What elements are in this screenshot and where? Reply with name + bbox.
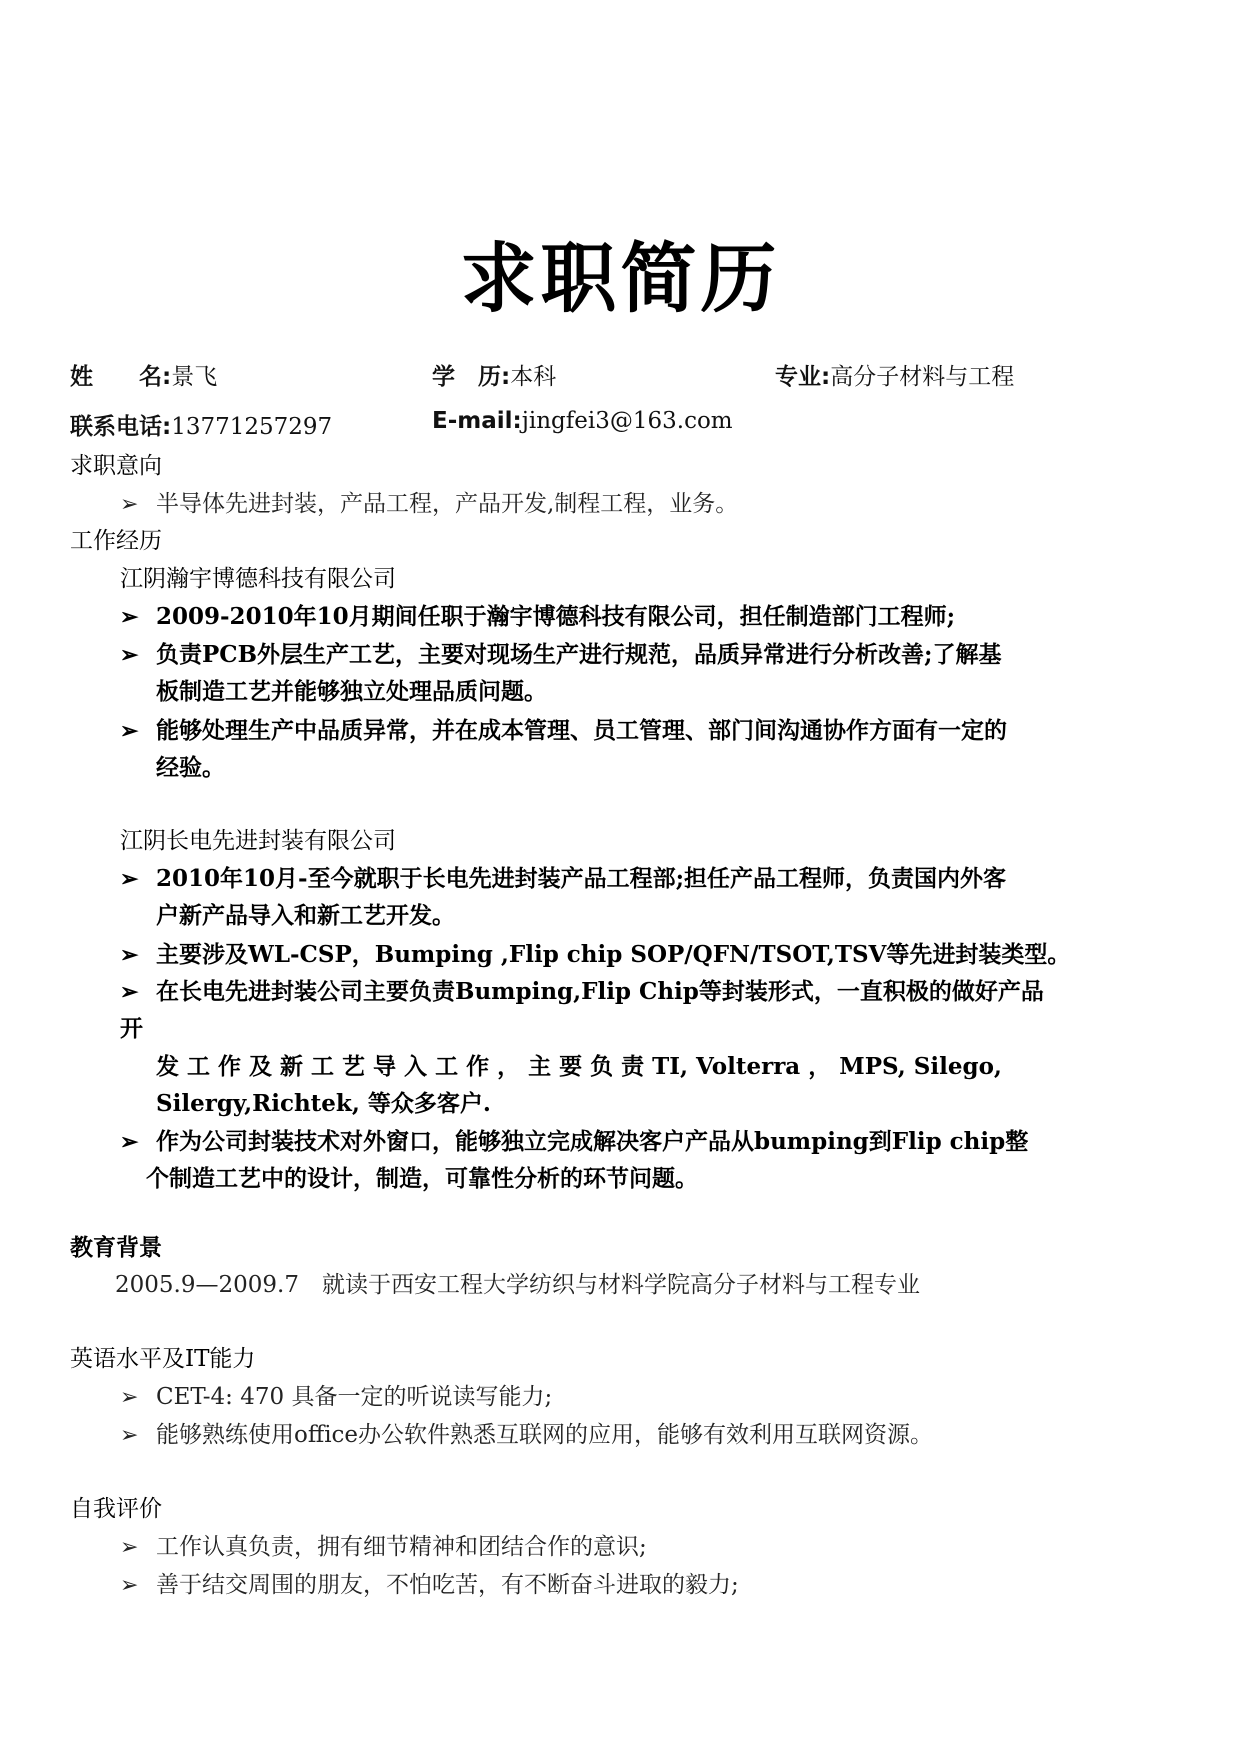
work-bullet-continuation: 开 bbox=[120, 1015, 143, 1042]
arrow-bullet-icon: ➢ bbox=[120, 642, 139, 668]
email-value: jingfei3@163.com bbox=[521, 408, 733, 434]
work-bullet: ➢ 在长电先进封装公司主要负责Bumping,Flip Chip等封装形式，一直积极的做好产品 bbox=[120, 978, 1044, 1005]
work-bullet-continuation: 户新产品导入和新工艺开发。 bbox=[156, 902, 455, 929]
arrow-bullet-icon: ➢ bbox=[120, 1385, 139, 1410]
major-field bbox=[775, 358, 1014, 391]
work-bullet: ➢ 负责PCB外层生产工艺，主要对现场生产进行规范，品质异常进行分析改善;了解基 bbox=[120, 641, 1002, 668]
self-item: ➢ 工作认真负责，拥有细节精神和团结合作的意识; bbox=[120, 1534, 647, 1560]
work-bullet: ➢ 作为公司封装技术对外窗口，能够独立完成解决客户产品从bumping到Flip chip整 bbox=[120, 1128, 1029, 1155]
self-item: ➢ 善于结交周围的朋友，不怕吃苦，有不断奋斗进取的毅力; bbox=[120, 1572, 739, 1598]
major-label: 专业: bbox=[775, 364, 831, 390]
skills-item: ➢ 能够熟练使用office办公软件熟悉互联网的应用，能够有效利用互联网资源。 bbox=[120, 1422, 934, 1448]
skills-item: ➢ CET-4: 470 具备一定的听说读写能力; bbox=[120, 1384, 553, 1410]
work-bullet: ➢ 能够处理生产中品质异常，并在成本管理、员工管理、部门间沟通协作方面有一定的 bbox=[120, 717, 1007, 744]
arrow-bullet-icon: ➢ bbox=[120, 1129, 139, 1155]
arrow-bullet-icon: ➢ bbox=[120, 979, 139, 1005]
work-bullet-continuation: Silergy,Richtek, 等众多客户. bbox=[156, 1090, 491, 1117]
work-bullet-continuation: 经验。 bbox=[156, 754, 225, 781]
education-value: 本科 bbox=[510, 364, 557, 390]
education-heading: 教育背景 bbox=[70, 1234, 162, 1261]
work-heading: 工作经历 bbox=[70, 528, 162, 554]
self-heading: 自我评价 bbox=[70, 1496, 162, 1522]
arrow-bullet-icon: ➢ bbox=[120, 942, 139, 968]
work-bullet: ➢ 主要涉及WL-CSP，Bumping ,Flip chip SOP/QFN/TSOT,TSV等先进封装类型。 bbox=[120, 941, 1071, 968]
education-field bbox=[432, 358, 556, 391]
intent-heading: 求职意向 bbox=[70, 453, 162, 479]
arrow-bullet-icon: ➢ bbox=[120, 866, 139, 892]
arrow-bullet-icon: ➢ bbox=[120, 1423, 139, 1448]
work-bullet: ➢ 2009-2010年10月期间任职于瀚宇博德科技有限公司，担任制造部门工程师; bbox=[120, 603, 956, 630]
arrow-bullet-icon: ➢ bbox=[120, 718, 139, 744]
education-line: 2005.9—2009.7 就读于西安工程大学纺织与材料学院高分子材料与工程专业 bbox=[115, 1272, 920, 1298]
email-field bbox=[432, 408, 733, 434]
work-bullet: ➢ 2010年10月-至今就职于长电先进封装产品工程部;担任产品工程师，负责国内外客 bbox=[120, 865, 1007, 892]
work-bullet-continuation: 发 工 作 及 新 工 艺 导 入 工 作 ， 主 要 负 责 TI, Volterra ， MPS, Silego, bbox=[156, 1053, 1002, 1080]
arrow-bullet-icon: ➢ bbox=[120, 492, 139, 517]
work-bullet-continuation: 个制造工艺中的设计，制造，可靠性分析的环节问题。 bbox=[146, 1165, 698, 1192]
intent-item: ➢ 半导体先进封装，产品工程，产品开发,制程工程，业务。 bbox=[120, 491, 739, 517]
name-label: 姓 名: bbox=[70, 364, 172, 390]
arrow-bullet-icon: ➢ bbox=[120, 604, 139, 630]
arrow-bullet-icon: ➢ bbox=[120, 1535, 139, 1560]
email-label: E-mail: bbox=[432, 408, 522, 434]
phone-field bbox=[70, 408, 332, 441]
name-value: 景飞 bbox=[171, 364, 218, 390]
work-bullet-continuation: 板制造工艺并能够独立处理品质问题。 bbox=[156, 678, 547, 705]
major-value: 高分子材料与工程 bbox=[830, 364, 1015, 390]
page-title: 求职简历 bbox=[460, 234, 781, 323]
phone-value: 13771257297 bbox=[171, 414, 333, 440]
company-name: 江阴长电先进封装有限公司 bbox=[120, 828, 396, 854]
arrow-bullet-icon: ➢ bbox=[120, 1573, 139, 1598]
skills-heading: 英语水平及IT能力 bbox=[70, 1346, 256, 1372]
company-name: 江阴瀚宇博德科技有限公司 bbox=[120, 566, 396, 592]
name-field bbox=[70, 358, 217, 391]
education-label: 学 历: bbox=[432, 364, 511, 390]
phone-label: 联系电话: bbox=[70, 414, 172, 440]
